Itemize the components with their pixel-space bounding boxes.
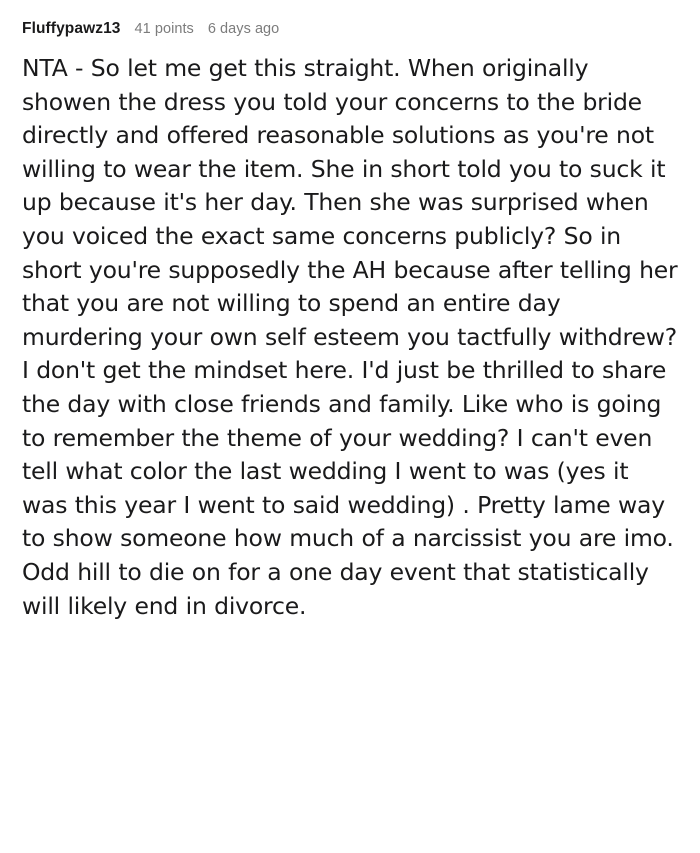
comment-timestamp: 6 days ago [207, 21, 280, 37]
comment-body: NTA - So let me get this straight. When originally showen the dress you told your concerns to the bride directly and offered reasonable solutions as you're not willing to wear the item. She in short told you to suck it up because it's her day. Then she was surprised when you voiced the exact same concerns publicly? So in short you're supposedly the AH because after telling her that you are not willing to spend an entire day murdering your own self esteem you tactfully withdrew? I don't get the mindset here. I'd just be thrilled to share the day with close friends and family. Like who is going to remember the theme of your wedding? I can't even tell what color the last wedding I went to was (yes it was this year I went to said wedding) . Pretty lame way to show someone how much of a narcissist you are imo. Odd hill to die on for a one day event that statistically will likely end in divorce. [22, 54, 678, 620]
comment-author[interactable]: Fluffypawz13 [22, 20, 121, 37]
comment-points: 41 points [134, 21, 194, 37]
comment-header [22, 20, 678, 38]
